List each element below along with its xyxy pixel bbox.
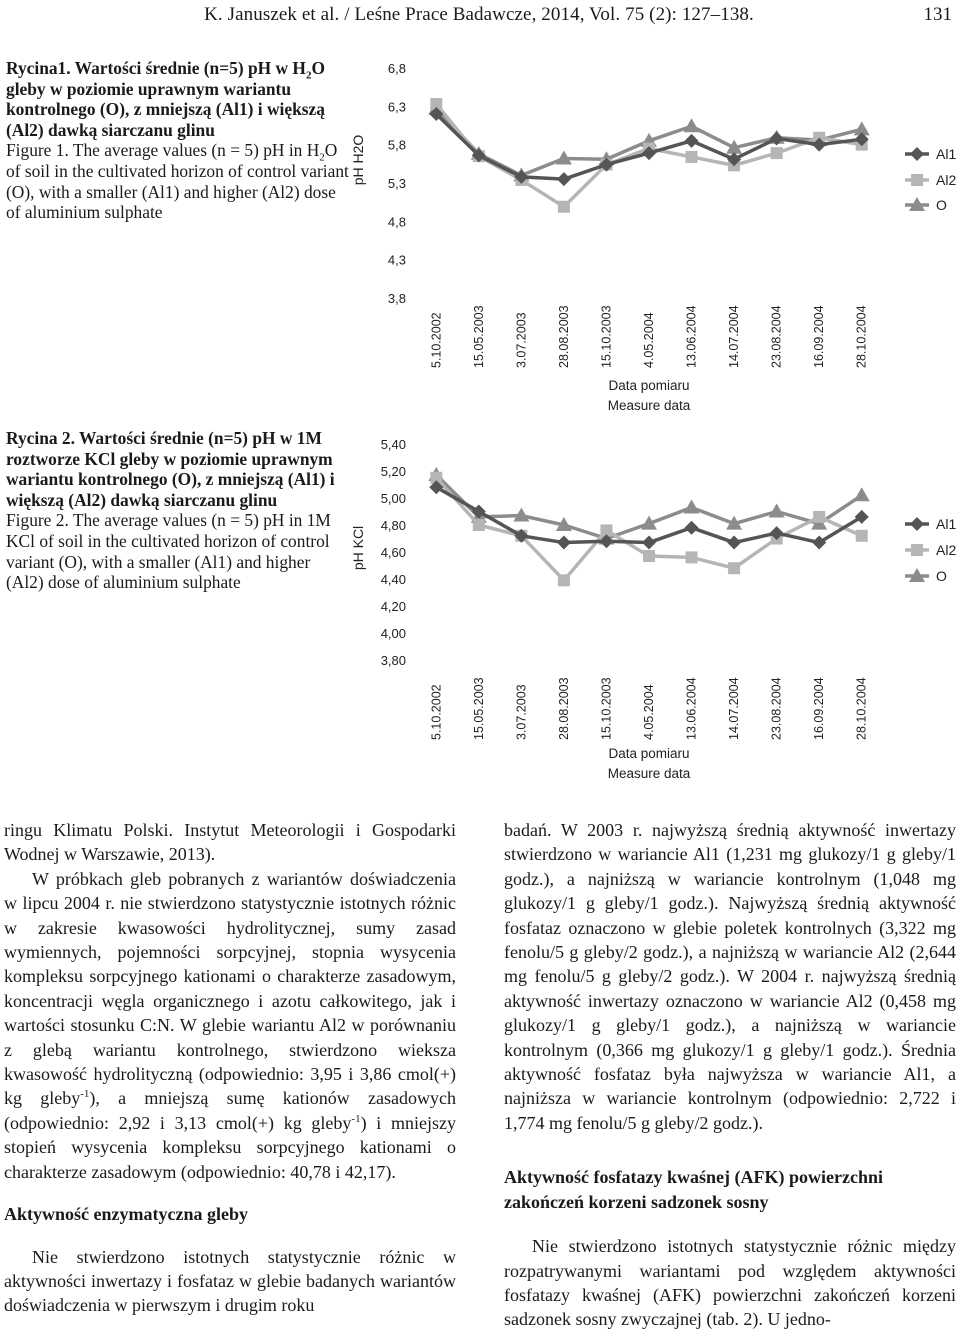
y-tick-label: 5,3 xyxy=(387,176,406,191)
data-point-al2 xyxy=(813,511,825,523)
x-tick-label: 15.10.2003 xyxy=(599,305,614,368)
x-tick-label: 4.05.2004 xyxy=(642,312,656,368)
x-tick-label: 28.10.2004 xyxy=(854,305,869,368)
figure1-caption-en: Figure 1. The average values (n = 5) pH in $H_2O$ of soil in the cultivated horizon of control variant (O), with a smaller (Al1) and higher (Al2) dose of aluminium sulphate xyxy=(6,140,349,223)
legend-label-al2: Al2 xyxy=(936,172,957,188)
figure1-chart-svg xyxy=(345,50,960,420)
x-tick-label: 28.08.2003 xyxy=(556,677,571,740)
data-point-al2 xyxy=(558,201,570,213)
x-tick-label: 16.09.2004 xyxy=(812,305,827,368)
y-axis-label: pH H2O xyxy=(350,134,366,186)
x-tick-label: 15.05.2003 xyxy=(471,305,486,368)
figure1-caption xyxy=(6,58,352,223)
legend-label-o: O xyxy=(936,197,947,213)
legend-marker-al1 xyxy=(910,517,924,531)
legend-marker-al2 xyxy=(911,544,923,556)
x-tick-label: 23.08.2004 xyxy=(769,305,784,368)
data-point-al1 xyxy=(642,536,656,550)
y-tick-label: 6,3 xyxy=(387,99,406,115)
x-axis-label-en: Measure data xyxy=(607,766,691,781)
figure2-caption-pl: Rycina 2. Wartości średnie (n=5) pH w 1M roztworze KCl gleby w poziomie uprawnym wariantu kontrolnego (O), z mniejszą (Al1) i większą (Al2) dawką siarczanu glinu xyxy=(6,428,335,510)
data-point-al2 xyxy=(686,551,698,563)
data-point-al1 xyxy=(685,521,699,535)
data-point-o xyxy=(684,118,700,132)
data-point-al2 xyxy=(643,550,655,562)
x-tick-label: 16.09.2004 xyxy=(812,677,827,740)
y-tick-label: 4,8 xyxy=(387,214,406,230)
x-tick-label: 5.10.2002 xyxy=(429,312,444,368)
data-point-al1 xyxy=(557,172,571,186)
data-point-o xyxy=(769,504,785,518)
data-point-al1 xyxy=(727,536,741,550)
figure2-chart xyxy=(345,428,960,788)
data-point-o xyxy=(684,499,700,513)
legend-label-o: O xyxy=(936,568,947,584)
y-tick-label: 5,8 xyxy=(387,137,406,153)
x-tick-label: 5.10.2002 xyxy=(429,684,444,740)
data-point-o xyxy=(854,487,870,501)
data-point-al1 xyxy=(685,134,699,148)
x-tick-label: 23.08.2004 xyxy=(769,677,784,740)
legend-marker-al1 xyxy=(910,147,924,161)
x-tick-label: 15.05.2003 xyxy=(471,677,486,740)
x-tick-label: 4.05.2004 xyxy=(642,684,656,740)
y-tick-label: 4,40 xyxy=(380,572,406,587)
paragraph: Nie stwierdzono istotnych statystycznie różnic w aktywności inwertazy i fosfataz w glebie badanych wariantów doświadczenia w pierwszym i drugim roku xyxy=(4,1246,456,1316)
data-point-al2 xyxy=(686,151,698,163)
paragraph: Nie stwierdzono istotnych statystycznie różnic między rozpatrywanymi wariantami pod względem aktywności fosfatazy kwaśnej (AFK) powierzchni zakończeń korzeni sadzonek sosny zwyczajnej (tab. 2). U jedno- xyxy=(504,1236,956,1330)
x-axis-label: Data pomiaru xyxy=(608,746,690,761)
data-point-al2 xyxy=(856,530,868,542)
data-point-al2 xyxy=(771,147,783,159)
y-tick-label: 6,8 xyxy=(387,61,406,76)
x-tick-label: 28.08.2003 xyxy=(556,305,571,368)
x-tick-label: 14.07.2004 xyxy=(727,305,742,368)
text-column-right xyxy=(504,818,956,1332)
figure1-caption-pl: Rycina1. Wartości średnie (n=5) pH w $H_2O$ gleby w poziomie uprawnym wariantu kontrolnego (O), z mniejszą (Al1) i większą (Al2) dawką siarczanu glinu xyxy=(6,58,325,140)
paragraph: badań. W 2003 r. najwyższą średnią aktywność inwertazy stwierdzono w wariancie Al1 (1,231 mg glukozy/1 g gleby/1 godz.), a najniższą w wariancie kontrolnym (1,048 mg glukozy/1 g gleby/1 godz.). Najwyższą średnią aktywność fosfataz oznaczono w glebie poletek kontrolnych (3,322 mg fenolu/5 g gleby/2 godz.), a najniższą w wariancie Al2 (2,644 mg fenolu/5 g gleby/2 godz.). W 2004 r. najwyższą średnią aktywność inwertazy oznaczono w wariancie Al2 (0,458 mg glukozy/1 g gleby/1 godz.), a najniższą w wariancie kontrolnym (0,366 mg glukozy/1 g gleby/1 godz.). Średnia aktywność fosfataz była najwyższa w wariancie Al1, a najniższa w wariancie kontrolnym (odpowiednio: 2,722 i 1,774 mg fenolu/5 g gleby/2 godz.). xyxy=(504,820,956,1133)
data-point-al2 xyxy=(473,519,485,531)
figure2-caption-en: Figure 2. The average values (n = 5) pH in 1M KCl of soil in the cultivated horizon of control variant (O), with a smaller (Al1) and higher (Al2) dose of aluminium sulphate xyxy=(6,510,331,593)
legend-label-al1: Al1 xyxy=(936,146,957,162)
x-tick-label: 3.07.2003 xyxy=(514,312,529,368)
y-tick-label: 4,20 xyxy=(380,599,406,614)
page-number: 131 xyxy=(923,4,952,25)
x-tick-label: 13.06.2004 xyxy=(684,677,699,740)
section-heading: Aktywność enzymatyczna gleby xyxy=(4,1204,248,1225)
figure2-chart-svg xyxy=(345,428,960,788)
y-tick-label: 4,3 xyxy=(387,252,406,268)
legend-marker-al2 xyxy=(911,174,923,186)
legend-label-al2: Al2 xyxy=(936,542,957,558)
y-tick-label: 3,80 xyxy=(380,653,406,668)
x-tick-label: 13.06.2004 xyxy=(684,305,699,368)
data-point-al1 xyxy=(557,536,571,550)
paragraph: W próbkach gleb pobranych z wariantów doświadczenia w lipcu 2004 r. nie stwierdzono statystycznie istotnych różnic w zakresie kwasowości hydrolitycznej, sumy zasad wymiennych, pojemności sorpcyjnej, stopnia wysycenia kompleksu sorpcyjnego kationami o charakterze zasadowym, koncentracji węgla organicznego i azotu całkowitego, jak i wartości stosunku C:N. W glebie wariantu Al2 w porównaniu z glebą wariantu kontrolnego, stwierdzono wieksza kwasowość hydrolityczną (odpowiednio: 3,95 i 3,86 cmol(+) kg gleby$^{-1}$), a mniejszą sumę kationów zasadowych (odpowiednio: 2,92 i 3,13 cmol(+) kg gleby$^{-1}$) i mniejszy stopień wysycenia kompleksu sorpcyjnego kationami o charakterze zasadowym (odpowiednio: 40,78 i 42,17). xyxy=(4,868,457,1182)
y-tick-label: 5,40 xyxy=(380,437,406,452)
x-axis-label: Data pomiaru xyxy=(608,378,690,393)
y-tick-label: 5,00 xyxy=(380,491,406,506)
data-point-al2 xyxy=(728,562,740,574)
y-axis-label: pH KCl xyxy=(350,525,366,571)
legend-label-al1: Al1 xyxy=(936,516,957,532)
section-heading: Aktywność fosfatazy kwaśnej (AFK) powierzchni zakończeń korzeni sadzonek sosny xyxy=(504,1167,883,1212)
running-head: K. Januszek et al. / Leśne Prace Badawcze, 2014, Vol. 75 (2): 127–138. xyxy=(204,4,754,25)
figure1-chart xyxy=(345,50,960,420)
x-tick-label: 28.10.2004 xyxy=(854,677,869,740)
y-tick-label: 4,00 xyxy=(380,626,406,641)
text-column-left xyxy=(4,818,456,1318)
x-tick-label: 15.10.2003 xyxy=(599,677,614,740)
x-axis-label-en: Measure data xyxy=(607,398,691,413)
y-tick-label: 4,80 xyxy=(380,518,406,533)
x-tick-label: 3.07.2003 xyxy=(514,684,529,740)
figure2-caption xyxy=(6,428,352,593)
paragraph: ringu Klimatu Polski. Instytut Meteorologii i Gospodarki Wodnej w Warszawie, 2013). xyxy=(4,820,456,865)
y-tick-label: 3,8 xyxy=(387,291,406,306)
x-tick-label: 14.07.2004 xyxy=(727,677,742,740)
data-point-al2 xyxy=(558,574,570,586)
y-tick-label: 5,20 xyxy=(380,464,406,479)
y-tick-label: 4,60 xyxy=(380,545,406,560)
